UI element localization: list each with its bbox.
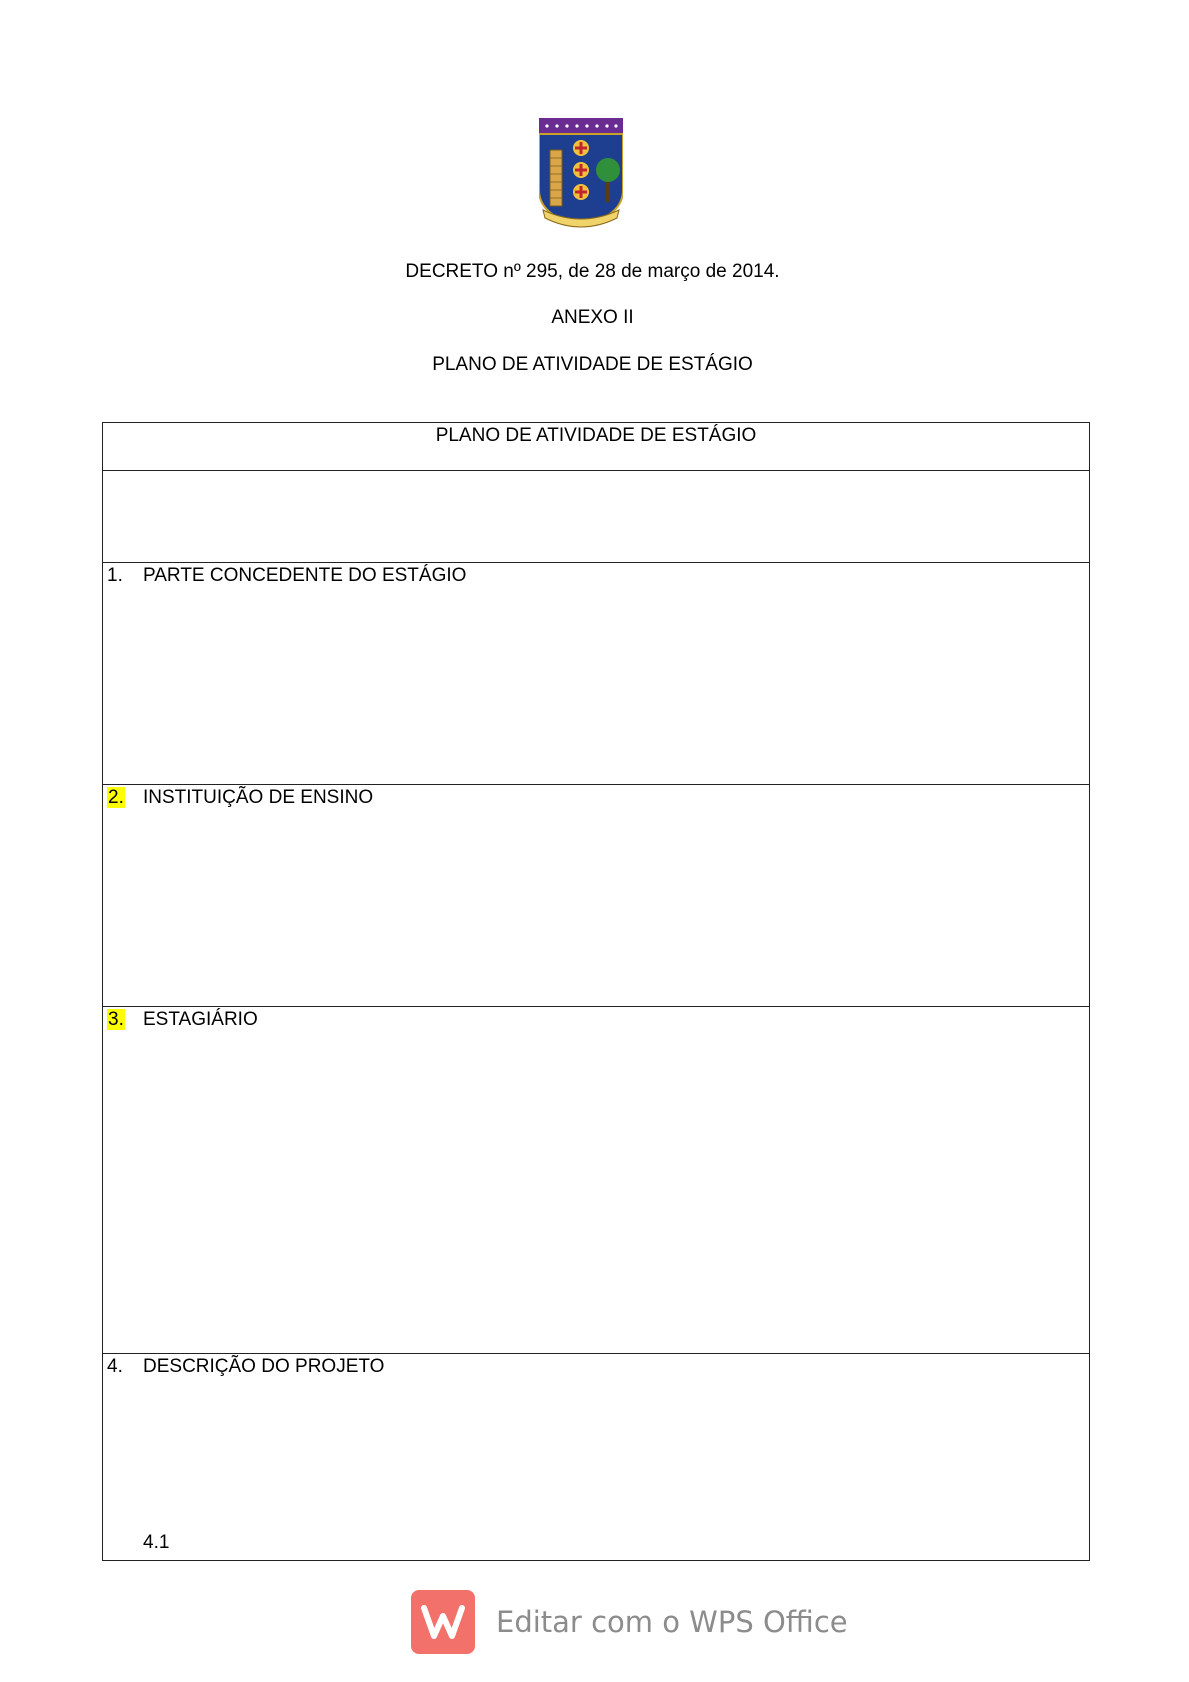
edit-with-wps-button[interactable] xyxy=(411,1589,848,1655)
form-title-cell xyxy=(103,423,1090,471)
form-title: PLANO DE ATIVIDADE DE ESTÁGIO xyxy=(435,425,757,446)
section-label: PARTE CONCEDENTE DO ESTÁGIO xyxy=(143,565,467,586)
section-number: 1. xyxy=(107,565,123,586)
section-number: 3. xyxy=(108,1009,124,1030)
wps-label: Editar com o WPS Office xyxy=(496,1605,848,1639)
section-number: 4. xyxy=(107,1356,123,1377)
section-number: 2. xyxy=(108,787,124,808)
internship-plan-form xyxy=(102,422,1090,1561)
section-institution[interactable] xyxy=(103,785,1090,1007)
coat-of-arms-icon xyxy=(539,118,623,232)
section-label: DESCRIÇÃO DO PROJETO xyxy=(143,1356,385,1377)
blank-field[interactable] xyxy=(103,471,1090,563)
section-project-description[interactable] xyxy=(103,1354,1090,1561)
section-intern[interactable] xyxy=(103,1007,1090,1354)
section-grantor[interactable] xyxy=(103,563,1090,785)
annex-heading: ANEXO II xyxy=(551,307,634,328)
wps-office-logo-icon xyxy=(411,1590,475,1654)
section-label: INSTITUIÇÃO DE ENSINO xyxy=(143,787,374,808)
subsection-number: 4.1 xyxy=(143,1532,170,1553)
document-title: PLANO DE ATIVIDADE DE ESTÁGIO xyxy=(432,354,753,375)
decree-heading: DECRETO nº 295, de 28 de março de 2014. xyxy=(405,261,780,282)
section-label: ESTAGIÁRIO xyxy=(143,1009,258,1030)
